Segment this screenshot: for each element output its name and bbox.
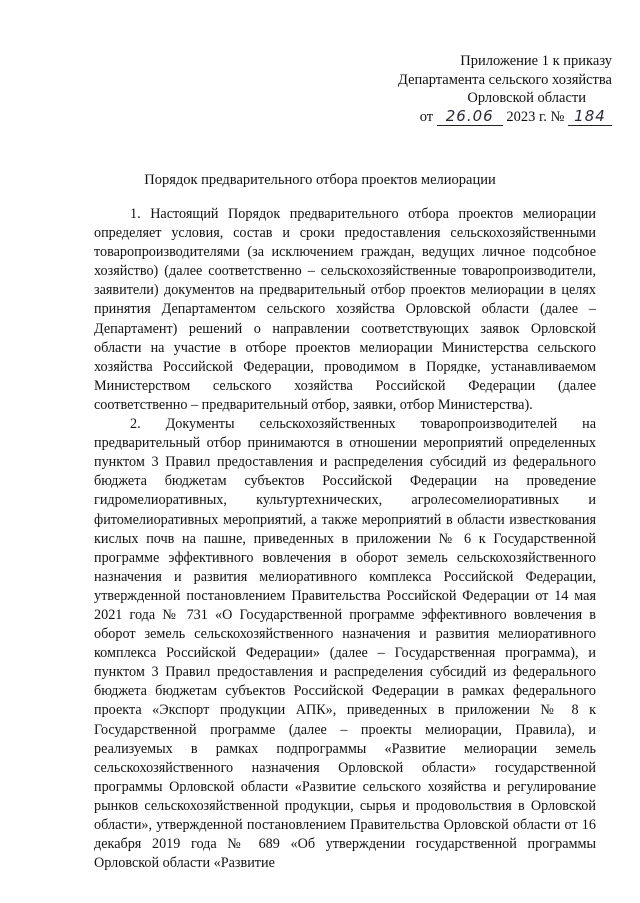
date-field	[437, 106, 503, 126]
handwritten-date: 26.06	[445, 106, 494, 125]
date-suffix: 2023 г. №	[506, 108, 565, 125]
document-body	[94, 205, 596, 873]
paragraph-1: 1. Настоящий Порядок предварительного отбора проектов мелиорации определяет условия, состав и сроки предоставления сельскохозяйственными товаропроизводителями (за исключением граждан, ведущих личное подсобное хозяйство) (далее соответственно – сельскохозяйственные товаропроизводители, заявители) документов на предварительный отбор проектов мелиорации в целях принятия Департаментом сельского хозяйства Орловской области (далее – Департамент) решений о направлении соответствующих заявок Орловской области на участие в отборе проектов мелиорации Министерства сельского хозяйства Российской Федерации, проводимом в Порядке, устанавливаемом Министерством сельского хозяйства Российской Федерации (далее соответственно – предварительный отбор, заявки, отбор Министерства).	[94, 206, 596, 413]
header-line-3: Орловской области	[467, 90, 586, 106]
date-prefix: от	[419, 108, 434, 125]
appendix-header	[352, 52, 612, 126]
header-date-line	[352, 108, 612, 127]
header-line-2: Департамента сельского хозяйства	[398, 71, 612, 88]
number-field	[568, 106, 612, 126]
paragraph-2: 2. Документы сельскохозяйственных товаропроизводителей на предварительный отбор принимаются в отношении мероприятий определенных пунктом 3 Правил предоставления и распределения субсидий из федерального бюджета бюджетам субъектов Российской Федерации на проведение гидромелиоративных, культуртехнических, агролесомелиоративных и фитомелиоративных мероприятий, а также мероприятий в области известкования кислых почв на пашне, приведенных в приложении № 6 к Государственной программе эффективного вовлечения в оборот земель сельскохозяйственного назначения и развития мелиоративного комплекса Российской Федерации, утвержденной постановлением Правительства Российской Федерации от 14 мая 2021 года № 731 «О Государственной программе эффективного вовлечения в оборот земель сельскохозяйственного назначения и развития мелиоративного комплекса Российской Федерации» (далее – Государственная программа), и пунктом 3 Правил предоставления и распределения субсидий из федерального бюджета бюджетам субъектов Российской Федерации в рамках федерального проекта «Экспорт продукции АПК», приведенных в приложении № 8 к Государственной программе (далее – проекты мелиорации, Правила), и реализуемых в рамках подпрограммы «Развитие мелиорации земель сельскохозяйственного назначения Орловской области» государственной программы Орловской области «Развитие сельского хозяйства и регулирование рынков сельскохозяйственной продукции, сырья и продовольствия в Орловской области», утвержденной постановлением Правительства Орловской области от 16 декабря 2019 года № 689 «Об утверждении государственной программы Орловской области «Развитие	[94, 416, 596, 872]
header-line-1: Приложение 1 к приказу	[460, 53, 612, 69]
document-title: Порядок предварительного отбора проектов мелиорации	[144, 172, 496, 188]
handwritten-number: 184	[574, 106, 606, 125]
